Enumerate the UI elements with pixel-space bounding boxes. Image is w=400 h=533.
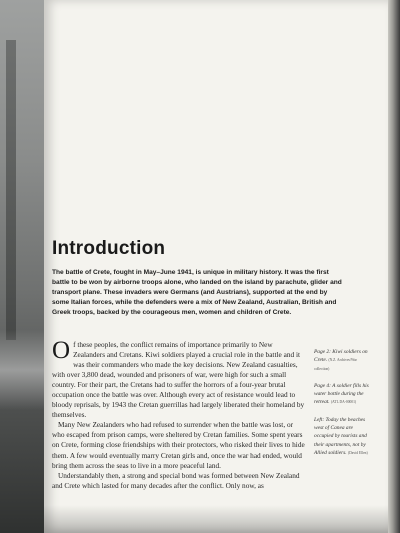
caption-column — [314, 348, 372, 466]
caption-credit: (ATL DA-00001) — [330, 400, 357, 405]
cover-photo — [0, 0, 44, 533]
page-title: Introduction — [52, 238, 166, 259]
page-edge — [388, 0, 400, 533]
caption-credit: (N.Z. Archives/War collection) — [314, 358, 357, 371]
body-paragraph-2: Many New Zealanders who had refused to surrender when the battle was lost, or who escaped from prison camps, were sheltered by Cretan families. Some spent years on Crete, forming close friendships with their protectors, who risked their lives to hide them. A few would eventually marry Cretan girls and, once the war had ended, would bring them across the seas to live in a more peaceful land. — [52, 420, 305, 470]
page-bottom-shadow — [44, 505, 388, 533]
caption-left: Left: Today the beaches west of Canea are occupied by tourists and their apartments, not by Allied soldiers. (David Ellen) — [314, 416, 368, 456]
body-paragraph-1-text: f these peoples, the conflict remains of importance primarily to New Zealanders and Cretans. Kiwi soldiers played a crucial role in the battle and it was their commanders who made the key decisions. New Zealand casualties, with over 3,800 dead, wounded and prisoners of war, were high for such a small country. For their part, the Cretans had to suffer the horrors of a four-year brutal occupation once the battle was over. Although every act of resistance would lead to bloody reprisals, by 1943 the Cretan guerrillas had largely liberated their homeland by themselves. — [52, 340, 305, 420]
body-paragraph-1 — [52, 337, 306, 420]
body-paragraph-3: Understandably then, a strong and special bond was formed between New Zealand and Crete which lasted for many decades after the conflict. Only now, as — [52, 470, 300, 490]
photo-haze — [0, 330, 44, 410]
caption-credit: (David Ellen) — [348, 450, 368, 455]
caption-page-2: Page 2: Kiwi soldiers on Crete. (N.Z. Archives/War collection) — [314, 349, 368, 371]
lead-paragraph: The battle of Crete, fought in May–June 1941, is unique in military history. It was the first battle to be won by airborne troops alone, who landed on the island by parachute, glider and transport plane. These invaders were Germans (and Austrians), supported at the end by some Italian forces, while the defenders were a mix of New Zealand, Australian, British and Greek troops, backed by the courageous men, women and children of Crete. — [52, 269, 342, 317]
drop-cap: O — [52, 337, 71, 364]
photo-shadow — [6, 40, 16, 340]
body-text — [52, 337, 306, 491]
caption-page-4: Page 4: A soldier fills his water bottle during the retreat. (ATL DA-00001) — [314, 382, 369, 406]
